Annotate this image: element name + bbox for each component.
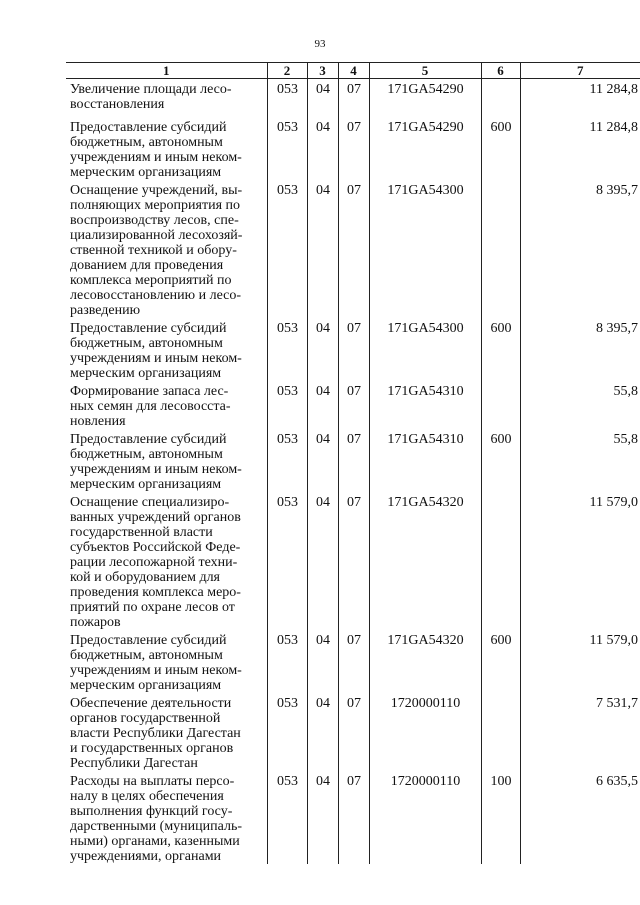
row-amount-cell: 7 531,7 — [520, 693, 640, 771]
row-section-cell: 04 — [307, 318, 338, 381]
row-ved-cell: 053 — [267, 492, 307, 630]
row-section-cell: 04 — [307, 693, 338, 771]
row-name-cell: Формирование запаса лес- ных семян для лесовосста- новления — [70, 383, 231, 429]
row-name-cell: Предоставление субсидий бюджетным, автономным учреждениям и иным неком- мерческим организациям — [70, 431, 242, 492]
table-row — [66, 117, 640, 180]
row-ved-cell: 053 — [267, 693, 307, 771]
row-expense-type-cell — [481, 693, 520, 771]
row-ved-cell: 053 — [267, 771, 307, 864]
row-expense-type-cell — [481, 79, 520, 117]
row-name-cell: Расходы на выплаты персо- налу в целях обеспечения выполнения функций госу- дарственными (муниципаль- ными) органами, казенными учреждениями, органами — [70, 773, 243, 864]
row-ved-cell: 053 — [267, 318, 307, 381]
row-target-article-cell: 1720000110 — [369, 771, 481, 864]
row-subsection-cell: 07 — [338, 381, 369, 429]
header-col-7: 7 — [520, 63, 640, 79]
row-amount-cell: 11 284,8 — [520, 79, 640, 117]
row-name-cell: Предоставление субсидий бюджетным, автономным учреждениям и иным неком- мерческим организациям — [70, 320, 242, 381]
table-row — [66, 693, 640, 771]
row-name-cell: Предоставление субсидий бюджетным, автономным учреждениям и иным неком- мерческим организациям — [70, 632, 242, 693]
row-section-cell: 04 — [307, 492, 338, 630]
row-expense-type-cell: 600 — [481, 318, 520, 381]
row-target-article-cell: 171GA54320 — [369, 492, 481, 630]
row-expense-type-cell — [481, 381, 520, 429]
table-row — [66, 429, 640, 492]
row-amount-cell: 55,8 — [520, 381, 640, 429]
row-section-cell: 04 — [307, 381, 338, 429]
header-col-2: 2 — [267, 63, 307, 79]
row-target-article-cell: 171GA54310 — [369, 429, 481, 492]
row-ved-cell: 053 — [267, 180, 307, 318]
row-amount-cell: 8 395,7 — [520, 318, 640, 381]
row-expense-type-cell: 600 — [481, 630, 520, 693]
table-row — [66, 79, 640, 117]
row-subsection-cell: 07 — [338, 492, 369, 630]
budget-table — [66, 62, 640, 864]
page-number: 93 — [314, 38, 326, 50]
row-target-article-cell: 171GA54320 — [369, 630, 481, 693]
table-row — [66, 492, 640, 630]
row-expense-type-cell: 600 — [481, 429, 520, 492]
row-name-cell: Увеличение площади лесо- восстановления — [70, 82, 232, 112]
row-section-cell: 04 — [307, 117, 338, 180]
row-expense-type-cell — [481, 492, 520, 630]
row-target-article-cell: 171GA54290 — [369, 117, 481, 180]
row-ved-cell: 053 — [267, 79, 307, 117]
table-row — [66, 180, 640, 318]
table-row — [66, 771, 640, 864]
row-ved-cell: 053 — [267, 429, 307, 492]
row-amount-cell: 11 579,0 — [520, 492, 640, 630]
row-subsection-cell: 07 — [338, 79, 369, 117]
row-expense-type-cell — [481, 180, 520, 318]
row-section-cell: 04 — [307, 630, 338, 693]
row-section-cell: 04 — [307, 180, 338, 318]
header-col-5: 5 — [369, 63, 481, 79]
row-ved-cell: 053 — [267, 381, 307, 429]
row-target-article-cell: 171GA54300 — [369, 318, 481, 381]
row-amount-cell: 55,8 — [520, 429, 640, 492]
header-col-3: 3 — [307, 63, 338, 79]
table-row — [66, 630, 640, 693]
header-col-1: 1 — [66, 63, 267, 79]
row-name-cell: Обеспечение деятельности органов государственной власти Республики Дагестан и государственных органов Республики Дагестан — [70, 695, 241, 771]
row-subsection-cell: 07 — [338, 117, 369, 180]
table-row — [66, 381, 640, 429]
row-amount-cell: 6 635,5 — [520, 771, 640, 864]
row-expense-type-cell: 100 — [481, 771, 520, 864]
row-target-article-cell: 171GA54300 — [369, 180, 481, 318]
row-section-cell: 04 — [307, 79, 338, 117]
header-col-4: 4 — [338, 63, 369, 79]
table-body — [66, 79, 640, 864]
table-row — [66, 318, 640, 381]
row-section-cell: 04 — [307, 429, 338, 492]
header-row — [66, 63, 640, 79]
row-amount-cell: 8 395,7 — [520, 180, 640, 318]
row-name-cell: Оснащение специализиро- ванных учреждений органов государственной власти субъектов Российской Феде- рации лесопожарной техни- кой и оборудованием для проведения комплекса меро- приятий по охране лесов от пожаров — [70, 494, 241, 630]
row-ved-cell: 053 — [267, 117, 307, 180]
row-subsection-cell: 07 — [338, 318, 369, 381]
row-subsection-cell: 07 — [338, 771, 369, 864]
row-subsection-cell: 07 — [338, 693, 369, 771]
row-target-article-cell: 1720000110 — [369, 693, 481, 771]
row-section-cell: 04 — [307, 771, 338, 864]
row-name-cell: Предоставление субсидий бюджетным, автономным учреждениям и иным неком- мерческим организациям — [70, 119, 242, 180]
row-subsection-cell: 07 — [338, 429, 369, 492]
row-expense-type-cell: 600 — [481, 117, 520, 180]
row-target-article-cell: 171GA54290 — [369, 79, 481, 117]
row-name-cell: Оснащение учреждений, вы- полняющих мероприятия по воспроизводству лесов, спе- циализированной лесохозяй- ственной техникой и обору- дованием для проведения комплекса мероприятий по лесовосстановлению и лесо- разведению — [70, 182, 243, 318]
row-subsection-cell: 07 — [338, 180, 369, 318]
row-amount-cell: 11 284,8 — [520, 117, 640, 180]
row-ved-cell: 053 — [267, 630, 307, 693]
header-col-6: 6 — [481, 63, 520, 79]
row-subsection-cell: 07 — [338, 630, 369, 693]
row-amount-cell: 11 579,0 — [520, 630, 640, 693]
row-target-article-cell: 171GA54310 — [369, 381, 481, 429]
